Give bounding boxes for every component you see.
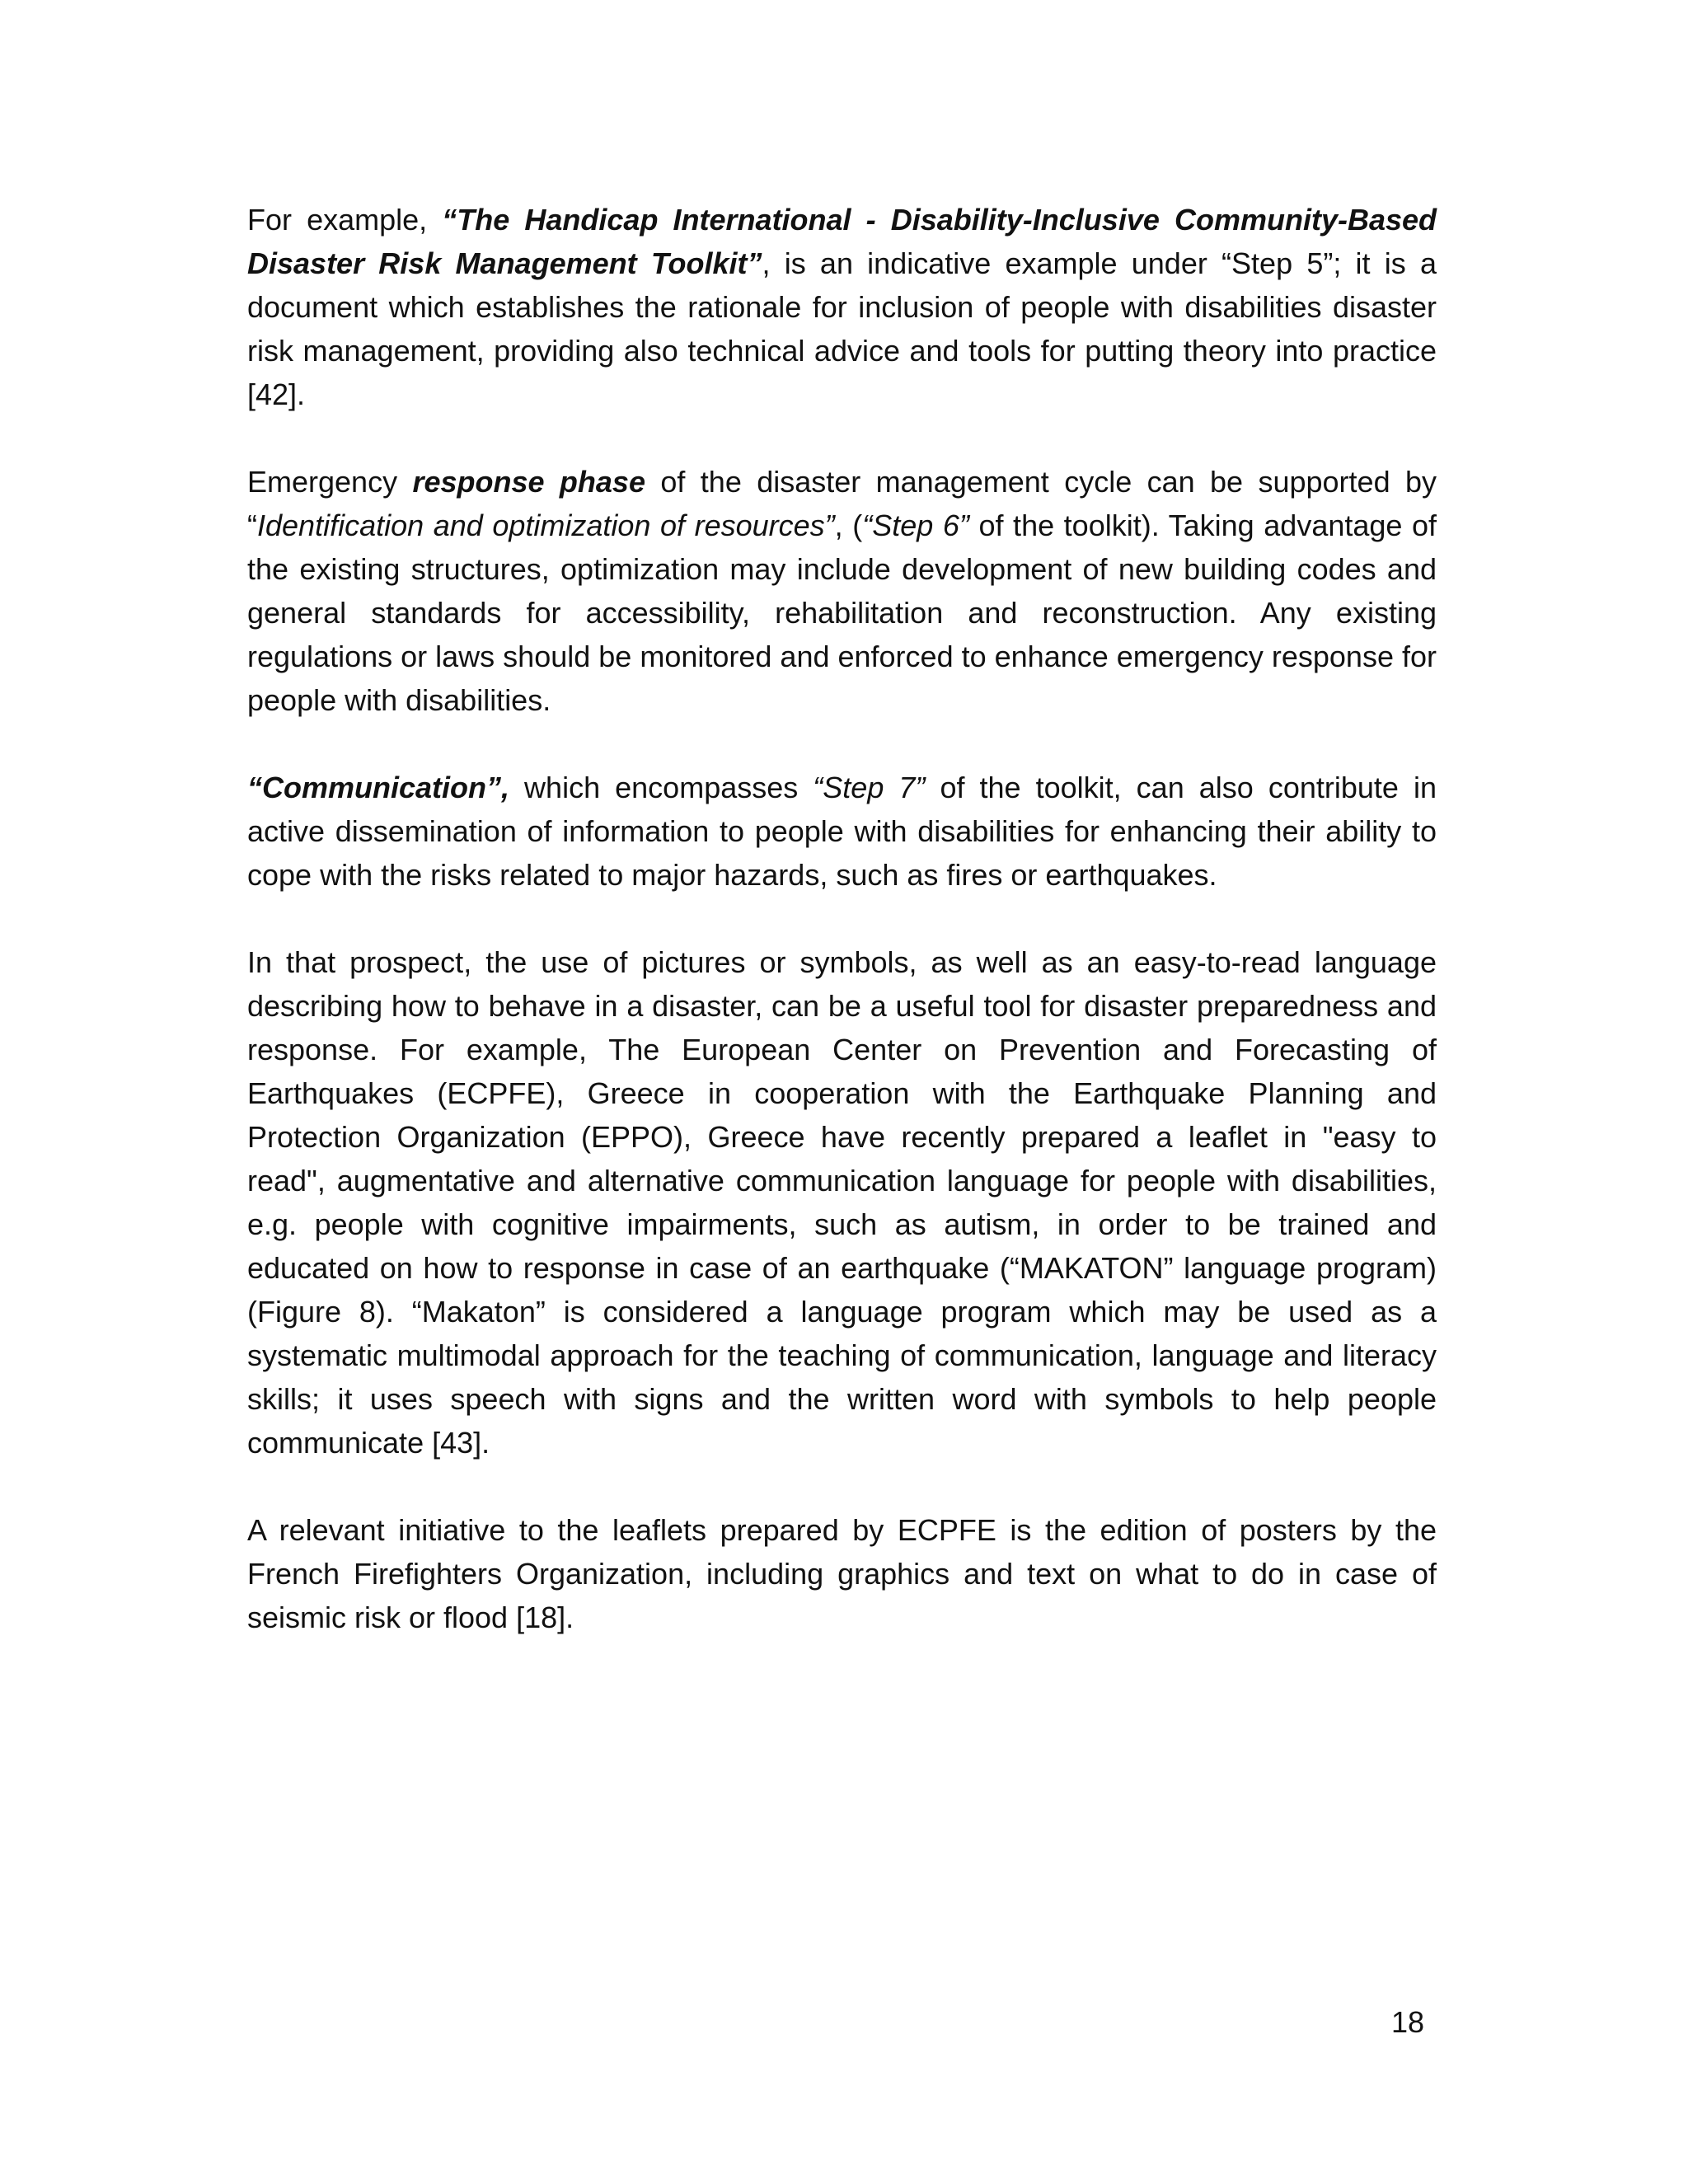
paragraph-communication bbox=[247, 766, 1437, 897]
text-run: of the toolkit). Taking advantage of the existing structures, optimization may include development of new building codes and general standards for accessibility, rehabilitation and reconstruction. Any existing regulations or laws should be monitored and enforced to enhance emergency response for people with disabilities. bbox=[247, 509, 1437, 717]
text-run: which encompasses bbox=[509, 771, 814, 804]
text-run: of the toolkit, can also contribute in active dissemination of information to people with disabilities for enhancing their ability to cope with the risks related to major hazards, such as fires or earthquakes. bbox=[247, 771, 1437, 892]
text-run: For example, bbox=[247, 203, 443, 237]
text-run: Emergency bbox=[247, 465, 413, 499]
text-run: , is an indicative example under “Step 5”; it is a document which establishes the rationale for inclusion of people with disabilities disaster risk management, providing also technical advice and tools for putting theory into practice [42]. bbox=[247, 246, 1437, 411]
identification-emphasis: Identification and optimization of resources” bbox=[257, 509, 835, 542]
text-run: In that prospect, the use of pictures or symbols, as well as an easy-to-read language describing how to behave in a disaster, can be a useful tool for disaster preparedness and response. For example, The European Center on Prevention and Forecasting of Earthquakes (ECPFE), Greece in cooperation with the Earthquake Planning and Protection Organization (EPPO), Greece have recently prepared a leaflet in "easy to read", augmentative and alternative communication language for people with disabilities, e.g. people with cognitive impairments, such as autism, in order to be trained and educated on how to response in case of an earthquake (“MAKATON” language program) (Figure 8). “Makaton” is considered a language program which may be used as a systematic multimodal approach for the teaching of communication, language and literacy skills; it uses speech with signs and the written word with symbols to help people communicate [43]. bbox=[247, 945, 1437, 1460]
text-run: of the disaster management cycle can be supported by “ bbox=[247, 465, 1437, 542]
text-run: A relevant initiative to the leaflets prepared by ECPFE is the edition of posters by the French Firefighters Organization, including graphics and text on what to do in case of seismic risk or flood [18]. bbox=[247, 1513, 1437, 1634]
communication-emphasis: “Communication”, bbox=[247, 771, 510, 804]
response-phase-emphasis: response phase bbox=[412, 465, 645, 499]
body-text bbox=[247, 198, 1437, 1683]
page-number: 18 bbox=[1391, 2005, 1425, 2039]
paragraph-french-firefighters bbox=[247, 1508, 1437, 1639]
paragraph-toolkit-example bbox=[247, 198, 1437, 416]
paragraph-pictures-symbols bbox=[247, 940, 1437, 1465]
text-run: , ( bbox=[834, 509, 863, 542]
step-7-emphasis: “Step 7” bbox=[813, 771, 926, 804]
paragraph-response-phase bbox=[247, 460, 1437, 722]
toolkit-title-emphasis: “The Handicap International - Disability-Inclusive Community-Based Disaster Risk Management Toolkit” bbox=[247, 203, 1437, 280]
step-6-emphasis: “Step 6” bbox=[862, 509, 969, 542]
